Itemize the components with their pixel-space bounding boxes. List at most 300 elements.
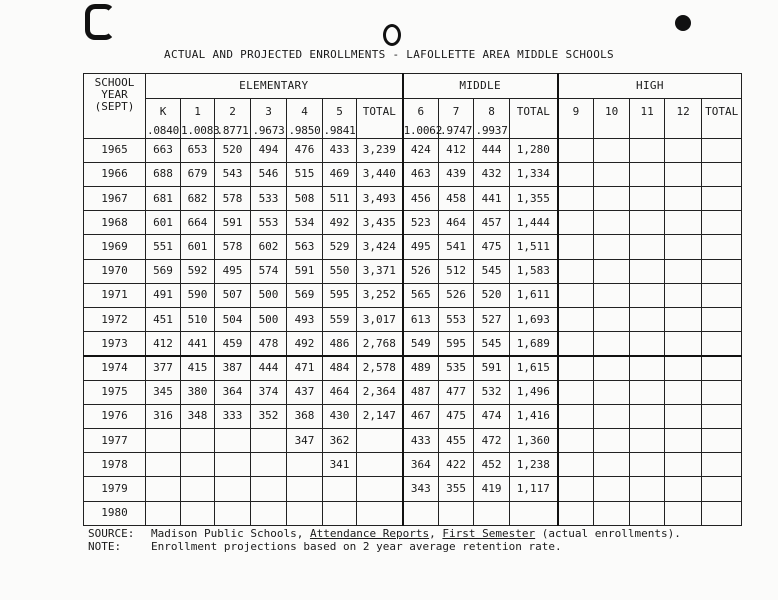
- high-empty-cell: [702, 162, 742, 186]
- high-col-header: 9: [558, 99, 594, 124]
- high-empty-cell: [630, 162, 665, 186]
- elementary-value: 569: [146, 259, 181, 283]
- middle-value: 355: [439, 477, 474, 501]
- table-row: [84, 380, 742, 404]
- table-row: [84, 453, 742, 477]
- high-empty-cell: [702, 235, 742, 259]
- elementary-value: [357, 429, 403, 453]
- high-header: HIGH: [558, 74, 742, 99]
- elementary-value: 341: [323, 453, 357, 477]
- middle-value: [474, 501, 510, 525]
- middle-value: 477: [439, 380, 474, 404]
- high-empty-cell: [594, 186, 630, 210]
- high-empty-cell: [630, 259, 665, 283]
- elementary-value: 515: [287, 162, 323, 186]
- elementary-value: [181, 429, 215, 453]
- middle-value: 512: [439, 259, 474, 283]
- middle-value: 1,444: [510, 211, 558, 235]
- elementary-value: 471: [287, 356, 323, 380]
- middle-value: 455: [439, 429, 474, 453]
- school-year-line-2: YEAR: [101, 88, 128, 101]
- school-year-cell: 1979: [84, 477, 146, 501]
- high-empty-cell: [558, 283, 594, 307]
- source-report-title: Attendance Reports: [309, 527, 430, 540]
- elementary-value: 601: [181, 235, 215, 259]
- high-empty-cell: [594, 332, 630, 356]
- elementary-value: 469: [323, 162, 357, 186]
- elementary-value: 590: [181, 283, 215, 307]
- elementary-value: 563: [287, 235, 323, 259]
- elementary-value: [146, 453, 181, 477]
- high-empty-cell: [558, 235, 594, 259]
- binder-hole-left: [85, 4, 115, 40]
- middle-value: 444: [474, 138, 510, 162]
- middle-value: 467: [403, 404, 439, 428]
- elementary-value: 500: [251, 307, 287, 331]
- elementary-value: 492: [287, 332, 323, 356]
- elementary-value: 602: [251, 235, 287, 259]
- elementary-value: 348: [181, 404, 215, 428]
- high-empty-cell: [594, 501, 630, 525]
- school-year-line-1: SCHOOL: [94, 76, 135, 89]
- middle-value: 545: [474, 259, 510, 283]
- elementary-value: 433: [323, 138, 357, 162]
- high-empty-cell: [558, 453, 594, 477]
- middle-value: 565: [403, 283, 439, 307]
- note-label: NOTE:: [88, 540, 122, 553]
- high-empty-cell: [594, 259, 630, 283]
- high-empty-cell: [558, 259, 594, 283]
- middle-value: 613: [403, 307, 439, 331]
- elementary-value: [215, 501, 251, 525]
- elementary-col-header: 5: [323, 99, 357, 124]
- high-empty-cell: [594, 429, 630, 453]
- middle-value: 412: [439, 138, 474, 162]
- high-empty-cell: [702, 186, 742, 210]
- middle-value: 457: [474, 211, 510, 235]
- high-col-header: 11: [630, 99, 665, 124]
- retention-rate: .0840: [146, 123, 180, 137]
- high-empty-cell: [558, 380, 594, 404]
- elementary-value: 510: [181, 307, 215, 331]
- high-empty-cell: [558, 404, 594, 428]
- middle-col-header: 7: [439, 99, 474, 124]
- high-empty-cell: [594, 138, 630, 162]
- elementary-value: 362: [323, 429, 357, 453]
- middle-value: 474: [474, 404, 510, 428]
- source-part: ,: [429, 527, 443, 540]
- elementary-value: 368: [287, 404, 323, 428]
- table-row: [84, 138, 742, 162]
- middle-value: 526: [439, 283, 474, 307]
- elementary-value: 578: [215, 186, 251, 210]
- elementary-value: 520: [215, 138, 251, 162]
- high-empty-cell: [630, 283, 665, 307]
- source-semester: First Semester: [442, 527, 536, 540]
- high-empty-cell: [665, 332, 702, 356]
- method-note: [88, 540, 681, 553]
- elementary-value: [215, 429, 251, 453]
- elementary-value: 550: [323, 259, 357, 283]
- high-empty-cell: [630, 138, 665, 162]
- high-empty-cell: [665, 307, 702, 331]
- column-header-row: [84, 99, 742, 124]
- retention-rate: .9937: [475, 123, 508, 137]
- middle-value: 475: [439, 404, 474, 428]
- retention-rate-row: [84, 124, 742, 138]
- middle-value: 1,360: [510, 429, 558, 453]
- high-empty-cell: [630, 380, 665, 404]
- elementary-value: [146, 477, 181, 501]
- high-empty-cell: [665, 124, 702, 138]
- middle-value: 452: [474, 453, 510, 477]
- high-empty-cell: [594, 356, 630, 380]
- high-empty-cell: [558, 356, 594, 380]
- elementary-value: 3,239: [357, 138, 403, 162]
- elementary-value: 529: [323, 235, 357, 259]
- elementary-value: 3,435: [357, 211, 403, 235]
- middle-value: 532: [474, 380, 510, 404]
- high-empty-cell: [665, 404, 702, 428]
- elementary-value: 569: [287, 283, 323, 307]
- high-empty-cell: [594, 380, 630, 404]
- elementary-value: [146, 429, 181, 453]
- table-row: [84, 501, 742, 525]
- middle-value: 419: [474, 477, 510, 501]
- elementary-value: 574: [251, 259, 287, 283]
- middle-value: 463: [403, 162, 439, 186]
- retention-rate: .9747: [440, 123, 473, 137]
- elementary-value: 601: [146, 211, 181, 235]
- high-empty-cell: [702, 307, 742, 331]
- high-empty-cell: [558, 332, 594, 356]
- elementary-value: 3,017: [357, 307, 403, 331]
- school-year-cell: 1975: [84, 380, 146, 404]
- high-empty-cell: [630, 404, 665, 428]
- elementary-value: 484: [323, 356, 357, 380]
- high-empty-cell: [630, 235, 665, 259]
- high-empty-cell: [594, 404, 630, 428]
- high-empty-cell: [594, 307, 630, 331]
- elementary-value: 663: [146, 138, 181, 162]
- binder-hole-middle: [383, 24, 401, 46]
- enrollment-table: [83, 73, 742, 526]
- elementary-value: [251, 453, 287, 477]
- high-empty-cell: [630, 429, 665, 453]
- high-empty-cell: [665, 501, 702, 525]
- elementary-value: 3,252: [357, 283, 403, 307]
- middle-value: 432: [474, 162, 510, 186]
- high-empty-cell: [665, 235, 702, 259]
- elementary-value: 653: [181, 138, 215, 162]
- table-row: [84, 332, 742, 356]
- middle-value: 343: [403, 477, 439, 501]
- elementary-col-header: TOTAL: [357, 99, 403, 124]
- retention-rate: .9850: [288, 123, 321, 137]
- elementary-value: 2,147: [357, 404, 403, 428]
- high-empty-cell: [594, 211, 630, 235]
- elementary-value: [181, 453, 215, 477]
- elementary-value: 559: [323, 307, 357, 331]
- group-header-row: [84, 74, 742, 99]
- middle-value: [439, 501, 474, 525]
- high-empty-cell: [630, 501, 665, 525]
- elementary-value: 374: [251, 380, 287, 404]
- elementary-value: 681: [146, 186, 181, 210]
- middle-value: 1,280: [510, 138, 558, 162]
- table-row: [84, 211, 742, 235]
- elementary-value: [287, 501, 323, 525]
- high-empty-cell: [594, 124, 630, 138]
- table-row: [84, 283, 742, 307]
- middle-value: 1,334: [510, 162, 558, 186]
- retention-rate: [357, 124, 403, 138]
- elementary-col-header: 4: [287, 99, 323, 124]
- elementary-value: 387: [215, 356, 251, 380]
- middle-value: 520: [474, 283, 510, 307]
- high-empty-cell: [665, 138, 702, 162]
- table-row: [84, 259, 742, 283]
- high-empty-cell: [630, 211, 665, 235]
- elementary-value: 592: [181, 259, 215, 283]
- elementary-value: 437: [287, 380, 323, 404]
- high-empty-cell: [594, 162, 630, 186]
- middle-value: 1,117: [510, 477, 558, 501]
- elementary-value: [181, 501, 215, 525]
- high-empty-cell: [665, 380, 702, 404]
- elementary-value: [251, 501, 287, 525]
- retention-rate: .8771: [216, 123, 249, 137]
- middle-value: 549: [403, 332, 439, 356]
- middle-value: 1,689: [510, 332, 558, 356]
- elementary-col-header: 2: [215, 99, 251, 124]
- middle-value: [510, 501, 558, 525]
- elementary-value: 551: [146, 235, 181, 259]
- high-empty-cell: [594, 283, 630, 307]
- elementary-value: 441: [181, 332, 215, 356]
- elementary-header: ELEMENTARY: [146, 74, 403, 99]
- high-empty-cell: [630, 332, 665, 356]
- high-col-header: 10: [594, 99, 630, 124]
- school-year-cell: 1968: [84, 211, 146, 235]
- table-row: [84, 186, 742, 210]
- elementary-value: 504: [215, 307, 251, 331]
- school-year-cell: 1980: [84, 501, 146, 525]
- elementary-value: [215, 453, 251, 477]
- middle-value: 424: [403, 138, 439, 162]
- elementary-value: 3,424: [357, 235, 403, 259]
- school-year-cell: 1970: [84, 259, 146, 283]
- middle-value: 433: [403, 429, 439, 453]
- middle-value: 527: [474, 307, 510, 331]
- high-empty-cell: [702, 332, 742, 356]
- high-empty-cell: [702, 259, 742, 283]
- table-row: [84, 404, 742, 428]
- middle-value: 1,583: [510, 259, 558, 283]
- elementary-value: 486: [323, 332, 357, 356]
- elementary-value: 364: [215, 380, 251, 404]
- elementary-value: 316: [146, 404, 181, 428]
- high-empty-cell: [665, 211, 702, 235]
- elementary-value: [323, 477, 357, 501]
- table-row: [84, 162, 742, 186]
- table-row: [84, 235, 742, 259]
- middle-value: 422: [439, 453, 474, 477]
- middle-value: 1,355: [510, 186, 558, 210]
- elementary-value: 495: [215, 259, 251, 283]
- elementary-value: [181, 477, 215, 501]
- elementary-value: 591: [215, 211, 251, 235]
- school-year-cell: 1969: [84, 235, 146, 259]
- note-text: Enrollment projections based on 2 year average retention rate.: [151, 540, 562, 553]
- high-empty-cell: [630, 186, 665, 210]
- elementary-value: 591: [287, 259, 323, 283]
- elementary-value: 533: [251, 186, 287, 210]
- elementary-value: [357, 501, 403, 525]
- middle-value: 526: [403, 259, 439, 283]
- middle-value: 472: [474, 429, 510, 453]
- high-empty-cell: [558, 124, 594, 138]
- retention-rate: 1.0062: [403, 123, 443, 137]
- middle-value: 487: [403, 380, 439, 404]
- high-empty-cell: [630, 307, 665, 331]
- middle-value: 458: [439, 186, 474, 210]
- elementary-value: 493: [287, 307, 323, 331]
- middle-value: 1,238: [510, 453, 558, 477]
- high-empty-cell: [702, 404, 742, 428]
- elementary-value: 476: [287, 138, 323, 162]
- high-empty-cell: [702, 138, 742, 162]
- elementary-value: 444: [251, 356, 287, 380]
- retention-rate: .9841: [323, 123, 356, 137]
- elementary-value: [287, 477, 323, 501]
- middle-value: 456: [403, 186, 439, 210]
- source-text: [151, 527, 681, 540]
- elementary-value: [323, 501, 357, 525]
- source-part: (actual enrollments).: [535, 527, 681, 540]
- elementary-value: 352: [251, 404, 287, 428]
- high-empty-cell: [630, 477, 665, 501]
- retention-rate: [510, 124, 558, 138]
- high-empty-cell: [665, 259, 702, 283]
- middle-col-header: 8: [474, 99, 510, 124]
- middle-value: 553: [439, 307, 474, 331]
- high-empty-cell: [558, 211, 594, 235]
- high-empty-cell: [594, 235, 630, 259]
- middle-value: 439: [439, 162, 474, 186]
- elementary-value: 3,440: [357, 162, 403, 186]
- elementary-col-header: K: [146, 99, 181, 124]
- high-empty-cell: [558, 477, 594, 501]
- school-year-cell: 1965: [84, 138, 146, 162]
- elementary-value: [287, 453, 323, 477]
- school-year-cell: 1971: [84, 283, 146, 307]
- middle-value: 1,611: [510, 283, 558, 307]
- school-year-cell: 1976: [84, 404, 146, 428]
- elementary-value: 412: [146, 332, 181, 356]
- elementary-value: 451: [146, 307, 181, 331]
- middle-value: 1,693: [510, 307, 558, 331]
- high-empty-cell: [665, 453, 702, 477]
- table-row: [84, 477, 742, 501]
- elementary-value: 595: [323, 283, 357, 307]
- elementary-value: 679: [181, 162, 215, 186]
- high-empty-cell: [702, 477, 742, 501]
- middle-value: 1,496: [510, 380, 558, 404]
- middle-value: 489: [403, 356, 439, 380]
- high-empty-cell: [630, 453, 665, 477]
- table-row: [84, 356, 742, 380]
- middle-header: MIDDLE: [403, 74, 558, 99]
- middle-col-header: 6: [403, 99, 439, 124]
- high-empty-cell: [702, 380, 742, 404]
- school-year-header: [84, 74, 146, 139]
- high-empty-cell: [702, 211, 742, 235]
- high-empty-cell: [702, 429, 742, 453]
- middle-value: 495: [403, 235, 439, 259]
- elementary-value: 507: [215, 283, 251, 307]
- middle-value: 541: [439, 235, 474, 259]
- elementary-value: 478: [251, 332, 287, 356]
- elementary-value: 345: [146, 380, 181, 404]
- footnotes: [88, 527, 681, 553]
- source-part: Madison Public Schools,: [151, 527, 310, 540]
- high-empty-cell: [702, 453, 742, 477]
- elementary-value: [146, 501, 181, 525]
- middle-value: 545: [474, 332, 510, 356]
- elementary-value: 3,371: [357, 259, 403, 283]
- school-year-cell: 1973: [84, 332, 146, 356]
- high-empty-cell: [558, 501, 594, 525]
- school-year-cell: 1977: [84, 429, 146, 453]
- elementary-value: 534: [287, 211, 323, 235]
- source-note: [88, 527, 681, 540]
- middle-value: 1,416: [510, 404, 558, 428]
- elementary-value: 553: [251, 211, 287, 235]
- high-empty-cell: [558, 307, 594, 331]
- school-year-cell: 1974: [84, 356, 146, 380]
- high-empty-cell: [665, 477, 702, 501]
- elementary-value: [357, 477, 403, 501]
- middle-value: 1,615: [510, 356, 558, 380]
- middle-value: 475: [474, 235, 510, 259]
- school-year-cell: 1978: [84, 453, 146, 477]
- elementary-col-header: 3: [251, 99, 287, 124]
- middle-value: 595: [439, 332, 474, 356]
- elementary-value: 500: [251, 283, 287, 307]
- high-empty-cell: [665, 186, 702, 210]
- binder-hole-right: [675, 15, 691, 31]
- middle-value: [403, 501, 439, 525]
- middle-value: 591: [474, 356, 510, 380]
- middle-value: 523: [403, 211, 439, 235]
- elementary-value: 2,768: [357, 332, 403, 356]
- school-year-cell: 1972: [84, 307, 146, 331]
- middle-value: 364: [403, 453, 439, 477]
- elementary-value: 492: [323, 211, 357, 235]
- elementary-value: 578: [215, 235, 251, 259]
- elementary-value: 664: [181, 211, 215, 235]
- elementary-value: 377: [146, 356, 181, 380]
- middle-value: 1,511: [510, 235, 558, 259]
- elementary-value: 464: [323, 380, 357, 404]
- high-empty-cell: [558, 162, 594, 186]
- high-empty-cell: [630, 356, 665, 380]
- elementary-value: 430: [323, 404, 357, 428]
- elementary-value: [357, 453, 403, 477]
- high-empty-cell: [665, 356, 702, 380]
- middle-value: 535: [439, 356, 474, 380]
